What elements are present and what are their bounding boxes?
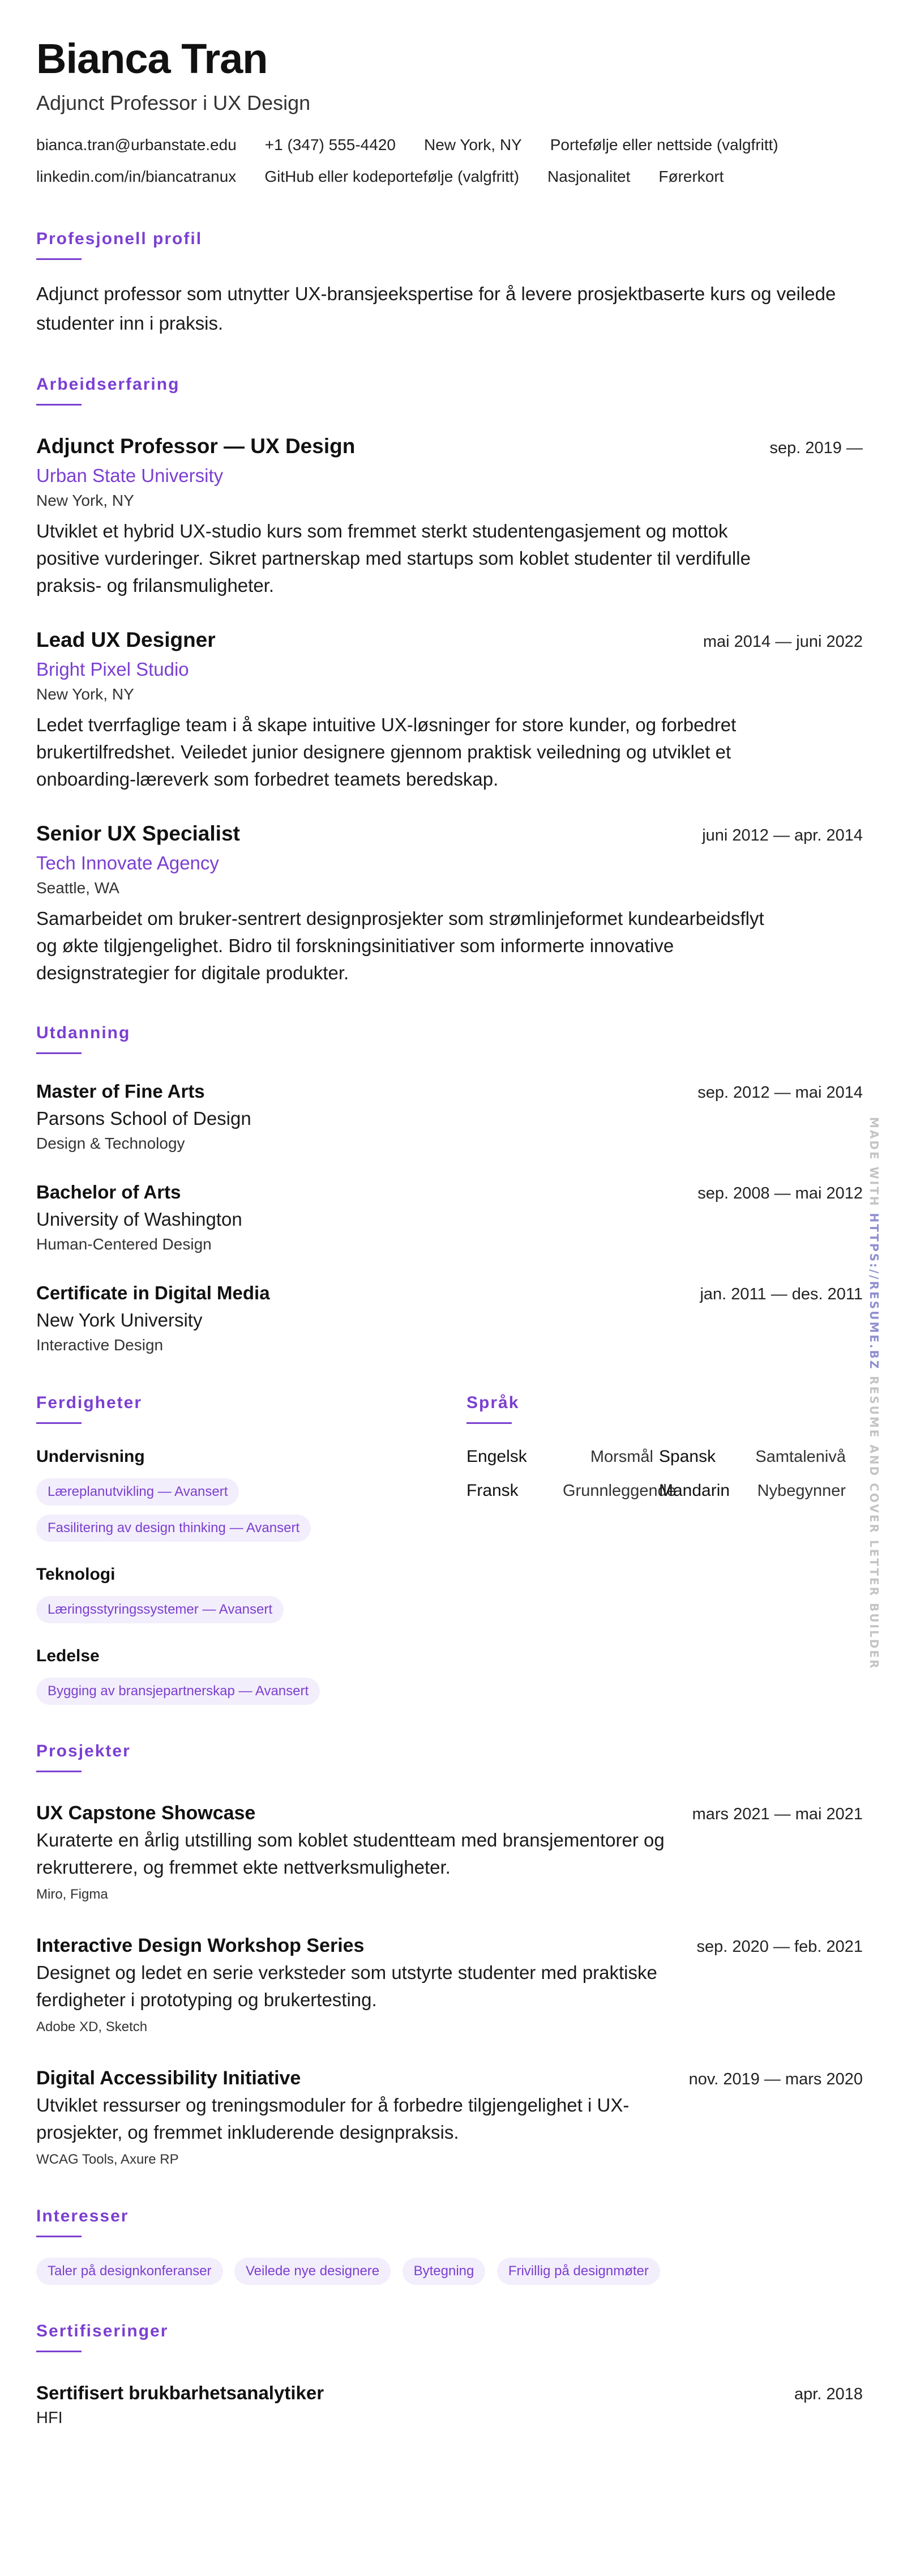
- degree-date: jan. 2011 — des. 2011: [700, 1285, 863, 1303]
- projects-section: [36, 1740, 863, 2170]
- degree-date: sep. 2012 — mai 2014: [697, 1084, 863, 1102]
- section-divider: [36, 1422, 82, 1424]
- skill-group-title: Ledelse: [36, 1647, 100, 1665]
- job-location: New York, NY: [36, 492, 134, 509]
- job-role: Lead UX Designer: [36, 628, 216, 651]
- project-date: nov. 2019 — mars 2020: [688, 2070, 863, 2088]
- section-heading: Sertifiseringer: [36, 2322, 169, 2340]
- contact-list: [36, 129, 863, 193]
- section-heading: Utdanning: [36, 1023, 131, 1042]
- job-role: Senior UX Specialist: [36, 822, 240, 845]
- section-heading: Interesser: [36, 2207, 129, 2225]
- degree-date: sep. 2008 — mai 2012: [697, 1184, 863, 1202]
- interest-tag: Frivillig på designmøter: [497, 2258, 660, 2285]
- education-entry: [36, 1179, 863, 1256]
- project-tech: WCAG Tools, Axure RP: [36, 2152, 179, 2167]
- project-name: UX Capstone Showcase: [36, 1802, 256, 1824]
- job-description: Ledet tverrfaglige team i å skape intuitive UX-løsninger for store kunder, og forbedret brukertilfredshet. Veiledet junior designere gjennom praktisk veiledning og utviklet et onboarding-læreverk som forbedret teamets beredskap.: [36, 714, 737, 790]
- skill-tags: [36, 1669, 466, 1705]
- experience-section: [36, 373, 863, 987]
- skill-group-title: Undervisning: [36, 1447, 145, 1466]
- skill-tags: [36, 1469, 466, 1542]
- job-location: New York, NY: [36, 685, 134, 703]
- experience-entry: [36, 626, 863, 793]
- resume-page: [36, 0, 863, 2429]
- interests-section: [36, 2205, 863, 2285]
- contact-phone[interactable]: +1 (347) 555-4420: [264, 136, 396, 153]
- skill-tag: Fasilitering av design thinking — Avansert: [36, 1515, 311, 1542]
- section-divider: [36, 2236, 82, 2237]
- project-date: mars 2021 — mai 2021: [692, 1805, 863, 1823]
- project-entry: [36, 1932, 863, 2037]
- section-divider: [36, 1052, 82, 1054]
- language-level: Grunnleggende: [563, 1482, 676, 1500]
- section-heading: Ferdigheter: [36, 1393, 143, 1412]
- profile-summary: Adjunct professor som utnytter UX-bransjeekspertise for å levere prosjektbaserte kurs og veilede studenter inn i praksis.: [36, 283, 836, 334]
- language-name: Fransk: [466, 1481, 519, 1500]
- field-of-study: Interactive Design: [36, 1336, 164, 1354]
- experience-entry: [36, 433, 863, 599]
- project-date: sep. 2020 — feb. 2021: [696, 1938, 863, 1956]
- job-description: Samarbeidet om bruker-sentrert designprosjekter som strømlinjeformet kundearbeidsflyt og økte tilgjengelighet. Bidro til forskningsinitiativer som informerte innovative designstrategier for digitale produkter.: [36, 908, 764, 983]
- contact-location: New York, NY: [423, 136, 522, 153]
- contact-portfolio[interactable]: Portefølje eller nettside (valgfritt): [550, 136, 778, 153]
- job-role: Adjunct Professor — UX Design: [36, 434, 356, 458]
- language-level: Nybegynner: [757, 1482, 846, 1500]
- education-entry: [36, 1078, 863, 1155]
- experience-entry: [36, 820, 863, 987]
- school-name: Parsons School of Design: [36, 1108, 251, 1129]
- job-date: mai 2014 — juni 2022: [703, 633, 863, 651]
- interest-tags: [36, 2249, 863, 2285]
- section-divider: [36, 2351, 82, 2352]
- project-tech: Adobe XD, Sketch: [36, 2019, 148, 2035]
- project-entry: [36, 1799, 863, 1905]
- section-divider: [466, 1422, 512, 1424]
- section-heading: Prosjekter: [36, 1742, 131, 1760]
- education-section: [36, 1022, 863, 1357]
- interest-tag: Taler på designkonferanser: [36, 2258, 223, 2285]
- watermark-link[interactable]: HTTPS://RESUME.BZ: [867, 1213, 881, 1371]
- section-heading: Språk: [466, 1393, 520, 1412]
- language-level: Morsmål: [590, 1448, 653, 1466]
- section-heading: Arbeidserfaring: [36, 375, 180, 394]
- language-grid: [466, 1444, 863, 1503]
- job-location: Seattle, WA: [36, 879, 119, 897]
- certification-entry: [36, 2379, 863, 2429]
- job-company: Urban State University: [36, 465, 224, 486]
- skill-tags: [36, 1587, 466, 1623]
- certification-issuer: HFI: [36, 2409, 63, 2427]
- skill-tag: Bygging av bransjepartnerskap — Avansert: [36, 1678, 320, 1705]
- section-divider: [36, 404, 82, 406]
- project-name: Interactive Design Workshop Series: [36, 1935, 365, 1956]
- section-divider: [36, 258, 82, 260]
- language-name: Engelsk: [466, 1447, 527, 1466]
- language-name: Spansk: [659, 1447, 716, 1466]
- field-of-study: Design & Technology: [36, 1135, 185, 1152]
- job-company: Tech Innovate Agency: [36, 852, 219, 873]
- watermark-prefix: MADE WITH: [867, 1117, 881, 1213]
- resume-header: [36, 32, 863, 193]
- contact-linkedin[interactable]: linkedin.com/in/biancatranux: [36, 168, 237, 185]
- skills-languages-row: [36, 1392, 863, 1705]
- certification-date: apr. 2018: [794, 2385, 863, 2403]
- school-name: University of Washington: [36, 1209, 242, 1230]
- contact-license: Førerkort: [658, 168, 724, 185]
- skill-tag: Læringsstyringssystemer — Avansert: [36, 1596, 284, 1623]
- certifications-section: [36, 2320, 863, 2429]
- skill-tag: Læreplanutvikling — Avansert: [36, 1478, 239, 1505]
- job-description: Utviklet et hybrid UX-studio kurs som fremmet sterkt studentengasjement og mottok positive vurderinger. Sikret partnerskap med startups som koblet studenter til verdifulle praksis- og frilansmuligheter.: [36, 521, 751, 596]
- candidate-name: Bianca Tran: [36, 35, 268, 82]
- project-entry: [36, 2065, 863, 2170]
- interest-tag: Veilede nye designere: [234, 2258, 391, 2285]
- watermark-suffix: RESUME AND COVER LETTER BUILDER: [867, 1370, 881, 1670]
- project-tech: Miro, Figma: [36, 1887, 108, 1902]
- contact-email[interactable]: bianca.tran@urbanstate.edu: [36, 136, 237, 153]
- section-heading: Profesjonell profil: [36, 229, 203, 248]
- education-entry: [36, 1280, 863, 1357]
- job-company: Bright Pixel Studio: [36, 659, 189, 680]
- language-name: Mandarin: [659, 1481, 730, 1500]
- language-level: Samtalenivå: [755, 1448, 846, 1466]
- project-name: Digital Accessibility Initiative: [36, 2067, 301, 2089]
- interest-tag: Bytegning: [403, 2258, 486, 2285]
- section-divider: [36, 1771, 82, 1772]
- skill-group-title: Teknologi: [36, 1565, 115, 1584]
- project-description: Designet og ledet en serie verksteder som utstyrte studenter med praktiske ferdigheter i prototyping og brukertesting.: [36, 1962, 657, 2010]
- degree-name: Bachelor of Arts: [36, 1182, 181, 1202]
- builder-watermark: [867, 1117, 881, 1670]
- certification-name: Sertifisert brukbarhetsanalytiker: [36, 2382, 324, 2403]
- field-of-study: Human-Centered Design: [36, 1235, 212, 1253]
- school-name: New York University: [36, 1310, 203, 1330]
- degree-name: Master of Fine Arts: [36, 1081, 205, 1102]
- skills-section: [36, 1392, 466, 1705]
- contact-nationality: Nasjonalitet: [547, 168, 631, 185]
- job-date: sep. 2019 —: [769, 439, 863, 457]
- candidate-title: Adjunct Professor i UX Design: [36, 91, 311, 114]
- degree-name: Certificate in Digital Media: [36, 1282, 270, 1303]
- project-description: Utviklet ressurser og treningsmoduler for å forbedre tilgjengelighet i UX-prosjekter, og fremmet inkluderende designpraksis.: [36, 2095, 630, 2143]
- contact-github[interactable]: GitHub eller kodeportefølje (valgfritt): [264, 168, 520, 185]
- project-description: Kuraterte en årlig utstilling som koblet studentteam med bransjementorer og rekrutterere, og fremmet ekte nettverksmuligheter.: [36, 1829, 665, 1878]
- languages-section: [466, 1392, 863, 1705]
- job-date: juni 2012 — apr. 2014: [702, 826, 863, 845]
- profile-section: [36, 228, 863, 338]
